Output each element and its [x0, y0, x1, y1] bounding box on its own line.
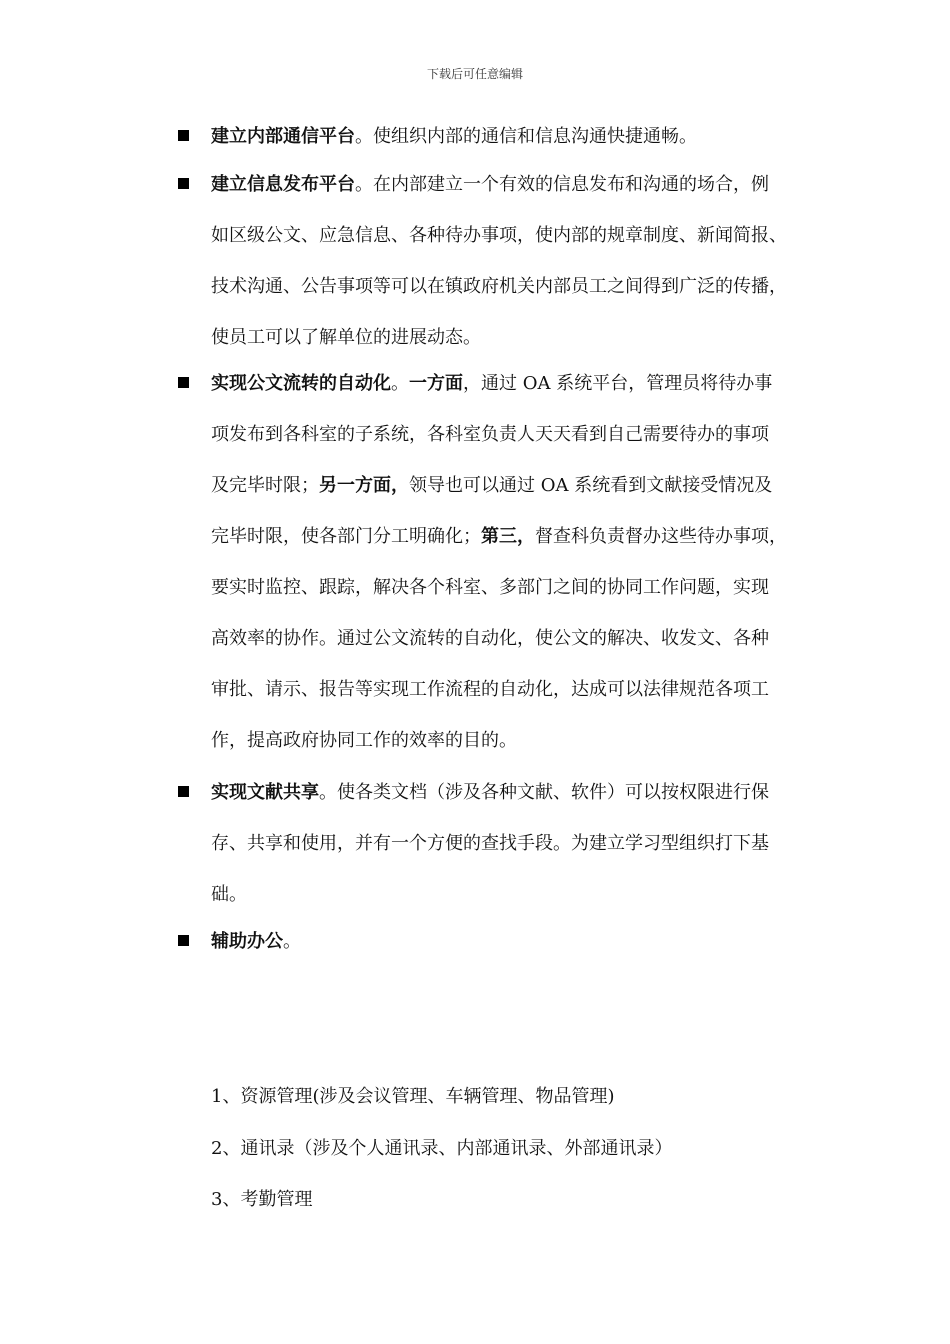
text-line: 如区级公文、应急信息、各种待办事项，使内部的规章制度、新闻简报、 [211, 225, 787, 246]
bullet-item [211, 358, 821, 766]
square-bullet-icon [178, 935, 189, 946]
text-line: 建立内部通信平台。使组织内部的通信和信息沟通快捷通畅。 [211, 126, 697, 147]
bold-term: 辅助办公 [211, 931, 283, 952]
text-line: 高效率的协作。通过公文流转的自动化，使公文的解决、收发文、各种 [211, 628, 769, 649]
bold-term: 实现文献共享 [211, 782, 319, 803]
bold-term: 建立信息发布平台 [211, 174, 355, 195]
text-line: 要实时监控、跟踪，解决各个科室、多部门之间的协同工作问题，实现 [211, 577, 769, 598]
numbered-item: 3、考勤管理 [211, 1189, 313, 1210]
square-bullet-icon [178, 178, 189, 189]
bold-term: 一方面 [409, 373, 463, 394]
bold-term: 建立内部通信平台 [211, 126, 355, 147]
square-bullet-icon [178, 377, 189, 388]
bullet-item [211, 111, 821, 162]
text-line: 辅助办公。 [211, 931, 301, 952]
text-line: 审批、请示、报告等实现工作流程的自动化，达成可以法律规范各项工 [211, 679, 769, 700]
text-line: 实现公文流转的自动化。一方面，通过 OA 系统平台，管理员将待办事 [211, 373, 773, 394]
bullet-item [211, 159, 821, 363]
text-line: 完毕时限，使各部门分工明确化；第三，督查科负责督办这些待办事项， [211, 526, 787, 547]
bullet-item [211, 767, 821, 920]
square-bullet-icon [178, 786, 189, 797]
text-line: 实现文献共享。使各类文档（涉及各种文献、软件）可以按权限进行保 [211, 782, 769, 803]
bold-term: 实现公文流转的自动化 [211, 373, 391, 394]
text-line: 技术沟通、公告事项等可以在镇政府机关内部员工之间得到广泛的传播， [211, 276, 787, 297]
text-line: 项发布到各科室的子系统，各科室负责人天天看到自己需要待办的事项 [211, 424, 769, 445]
text-line: 及完毕时限；另一方面，领导也可以通过 OA 系统看到文献接受情况及 [211, 475, 773, 496]
text-line: 作，提高政府协同工作的效率的目的。 [211, 730, 517, 751]
square-bullet-icon [178, 130, 189, 141]
bold-term: 第三， [481, 526, 535, 547]
text-line: 建立信息发布平台。在内部建立一个有效的信息发布和沟通的场合，例 [211, 174, 769, 195]
numbered-item: 1、资源管理(涉及会议管理、车辆管理、物品管理) [211, 1086, 615, 1107]
numbered-item: 2、通讯录（涉及个人通讯录、内部通讯录、外部通讯录） [211, 1138, 673, 1159]
text-line: 使员工可以了解单位的进展动态。 [211, 327, 481, 348]
page-header: 下载后可任意编辑 [426, 67, 523, 81]
bold-term: 另一方面， [319, 475, 409, 496]
text-line: 础。 [211, 884, 247, 905]
bullet-item [211, 916, 821, 967]
text-line: 存、共享和使用，并有一个方便的查找手段。为建立学习型组织打下基 [211, 833, 769, 854]
